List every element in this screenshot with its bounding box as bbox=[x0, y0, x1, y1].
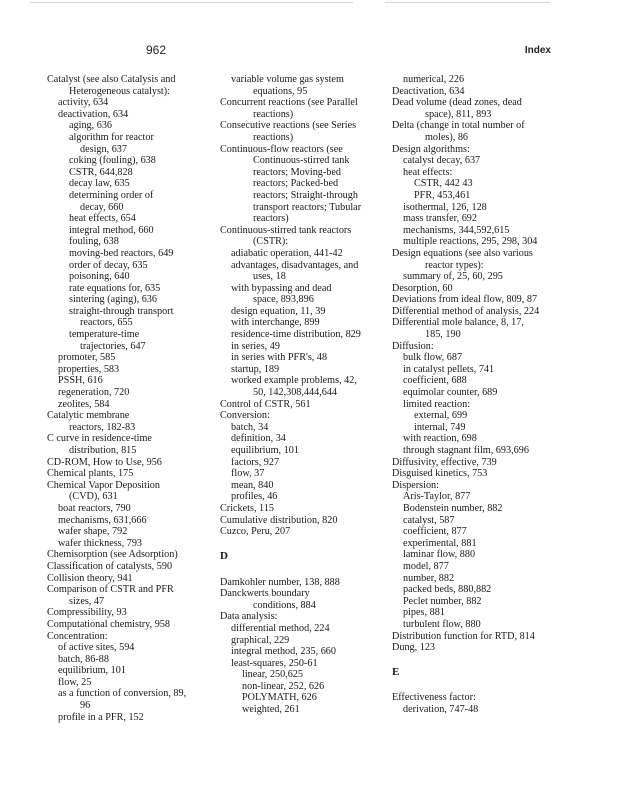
index-subentry: Heterogeneous catalyst): bbox=[69, 85, 170, 97]
index-subentry: heat effects: bbox=[403, 166, 453, 178]
index-subentry: equilibrium, 101 bbox=[58, 665, 126, 677]
index-subentry: properties, 583 bbox=[58, 363, 120, 375]
index-subentry: temperature-time bbox=[69, 329, 140, 341]
index-subentry: reactors) bbox=[253, 213, 289, 225]
index-subentry: startup, 189 bbox=[231, 363, 280, 375]
index-subentry: aging, 636 bbox=[69, 120, 113, 132]
index-subentry: equations, 95 bbox=[253, 85, 308, 97]
index-subentry: deactivation, 634 bbox=[58, 108, 129, 120]
index-entry: Design algorithms: bbox=[392, 143, 470, 155]
index-subentry: equimolar counter, 689 bbox=[403, 387, 498, 399]
index-entry: Comparison of CSTR and PFR bbox=[47, 584, 174, 596]
section-title: Index bbox=[524, 45, 551, 56]
index-subentry: heat effects, 654 bbox=[69, 213, 136, 225]
index-subentry: trajectories, 647 bbox=[80, 340, 146, 352]
index-subentry: zeolites, 584 bbox=[58, 398, 110, 410]
index-subentry: packed beds, 880,882 bbox=[403, 584, 492, 596]
index-subentry: catalyst decay, 637 bbox=[403, 155, 481, 167]
index-subentry: experimental, 881 bbox=[403, 537, 477, 549]
index-subentry: decay, 660 bbox=[80, 201, 124, 213]
index-subentry: POLYMATH, 626 bbox=[242, 692, 317, 704]
index-entry: Concurrent reactions (see Parallel bbox=[220, 97, 358, 109]
index-entry: Diffusion: bbox=[392, 340, 434, 352]
index-subentry: conditions, 884 bbox=[253, 599, 316, 611]
index-subentry: coefficient, 877 bbox=[403, 526, 467, 538]
top-rule-left bbox=[30, 2, 353, 3]
index-subentry: reactors; Packed-bed bbox=[253, 178, 339, 190]
index-subentry: bulk flow, 687 bbox=[403, 352, 463, 364]
index-subentry: definition, 34 bbox=[231, 433, 286, 445]
index-subentry: in series with PFR's, 48 bbox=[231, 352, 328, 364]
index-entry: Differential method of analysis, 224 bbox=[392, 305, 540, 317]
index-subentry: graphical, 229 bbox=[231, 634, 290, 646]
index-entry: Distribution function for RTD, 814 bbox=[392, 630, 535, 642]
index-subentry: with reaction, 698 bbox=[403, 433, 477, 445]
index-subentry: external, 699 bbox=[414, 410, 468, 422]
index-subentry: isothermal, 126, 128 bbox=[403, 201, 487, 213]
index-subentry: reactions) bbox=[253, 131, 294, 143]
index-entry: Chemical plants, 175 bbox=[47, 468, 134, 480]
index-entry: Delta (change in total number of bbox=[392, 120, 525, 132]
index-entry: Conversion: bbox=[220, 410, 270, 422]
index-subentry: flow, 25 bbox=[58, 676, 92, 688]
index-subentry: profiles, 46 bbox=[231, 491, 278, 503]
index-subentry: algorithm for reactor bbox=[69, 131, 154, 143]
index-subentry: Bodenstein number, 882 bbox=[403, 502, 503, 514]
index-entry: Desorption, 60 bbox=[392, 282, 453, 294]
index-entry: Dung, 123 bbox=[392, 642, 436, 654]
index-subentry: number, 882 bbox=[403, 572, 455, 584]
index-subentry: 50, 142,308,444,644 bbox=[253, 387, 338, 399]
index-entry: Dead volume (dead zones, dead bbox=[392, 97, 522, 109]
index-subentry: advantages, disadvantages, and bbox=[231, 259, 359, 271]
index-entry: Catalytic membrane bbox=[47, 410, 130, 422]
index-subentry: mass transfer, 692 bbox=[403, 213, 477, 225]
index-subentry: equilibrium, 101 bbox=[231, 445, 299, 456]
index-subentry: numerical, 226 bbox=[403, 74, 465, 85]
index-subentry: space, 893,896 bbox=[253, 294, 314, 306]
spacer bbox=[392, 681, 539, 693]
index-subentry: moles), 86 bbox=[425, 131, 469, 143]
index-subentry: multiple reactions, 295, 298, 304 bbox=[403, 236, 538, 248]
index-subentry: weighted, 261 bbox=[242, 704, 300, 716]
index-subentry: of active sites, 594 bbox=[58, 642, 135, 654]
index-entry: Control of CSTR, 561 bbox=[220, 398, 311, 410]
index-subentry: least-squares, 250-61 bbox=[231, 657, 318, 669]
index-subentry: straight-through transport bbox=[69, 305, 174, 317]
index-subentry: non-linear, 252, 626 bbox=[242, 680, 325, 692]
index-subentry: wafer shape, 792 bbox=[58, 526, 128, 538]
index-subentry: catalyst, 587 bbox=[403, 514, 455, 526]
index-subentry: CSTR, 442 43 bbox=[414, 178, 473, 190]
index-subentry: pipes, 881 bbox=[403, 607, 445, 619]
index-entry: Concentration: bbox=[47, 630, 108, 642]
index-subentry: (CSTR): bbox=[253, 236, 289, 248]
index-column-1 bbox=[47, 74, 186, 723]
top-rule-right bbox=[385, 2, 550, 3]
index-subentry: boat reactors, 790 bbox=[58, 502, 131, 514]
index-subentry: variable volume gas system bbox=[231, 74, 344, 85]
index-subentry: sizes, 47 bbox=[69, 595, 105, 607]
index-subentry: rate equations for, 635 bbox=[69, 282, 161, 294]
index-subentry: summary of, 25, 60, 295 bbox=[403, 271, 503, 283]
index-subentry: reactions) bbox=[253, 108, 294, 120]
index-subentry: design, 637 bbox=[80, 143, 127, 155]
index-subentry: distribution, 815 bbox=[69, 445, 137, 456]
index-subentry: 96 bbox=[80, 700, 91, 712]
index-entry: Effectiveness factor: bbox=[392, 692, 476, 704]
page-number: 962 bbox=[146, 43, 167, 57]
index-subentry: integral method, 235, 660 bbox=[231, 646, 336, 658]
index-subentry: integral method, 660 bbox=[69, 224, 154, 236]
index-entry: C curve in residence-time bbox=[47, 433, 152, 445]
index-entry: CD-ROM, How to Use, 956 bbox=[47, 456, 162, 468]
index-subentry: Aris-Taylor, 877 bbox=[403, 491, 471, 503]
index-entry: Diffusivity, effective, 739 bbox=[392, 456, 497, 468]
index-subentry: Continuous-stirred tank bbox=[253, 155, 350, 167]
index-entry: Design equations (see also various bbox=[392, 247, 533, 259]
index-subentry: Peclet number, 882 bbox=[403, 595, 482, 607]
index-subentry: factors, 927 bbox=[231, 456, 280, 468]
index-subentry: with interchange, 899 bbox=[231, 317, 320, 329]
index-subentry: linear, 250,625 bbox=[242, 669, 303, 681]
index-entry: Compressibility, 93 bbox=[47, 607, 127, 619]
index-entry: Collision theory, 941 bbox=[47, 572, 133, 584]
index-section-letter: E bbox=[392, 666, 400, 679]
index-subentry: reactors; Straight-through bbox=[253, 189, 358, 201]
index-subentry: limited reaction: bbox=[403, 398, 471, 410]
index-subentry: in catalyst pellets, 741 bbox=[403, 363, 495, 375]
index-entry: Deviations from ideal flow, 809, 87 bbox=[392, 294, 538, 306]
index-subentry: turbulent flow, 880 bbox=[403, 618, 481, 630]
index-subentry: uses, 18 bbox=[253, 271, 286, 283]
index-entry: Consecutive reactions (see Series bbox=[220, 120, 357, 132]
index-entry: Continuous-stirred tank reactors bbox=[220, 224, 352, 236]
index-subentry: PFR, 453,461 bbox=[414, 189, 471, 201]
index-subentry: coking (fouling), 638 bbox=[69, 155, 156, 167]
index-subentry: decay law, 635 bbox=[69, 178, 130, 190]
index-subentry: batch, 34 bbox=[231, 421, 269, 433]
index-subentry: batch, 86-88 bbox=[58, 653, 109, 665]
index-entry: Disguised kinetics, 753 bbox=[392, 468, 488, 480]
index-subentry: internal, 749 bbox=[414, 421, 466, 433]
index-subentry: transport reactors; Tubular bbox=[253, 201, 362, 213]
index-subentry: wafer thickness, 793 bbox=[58, 537, 143, 549]
index-section-letter: D bbox=[220, 550, 228, 563]
index-entry: Damkohler number, 138, 888 bbox=[220, 576, 340, 588]
index-subentry: regeneration, 720 bbox=[58, 387, 130, 399]
index-subentry: model, 877 bbox=[403, 560, 449, 572]
index-column-3 bbox=[392, 74, 539, 716]
index-subentry: in series, 49 bbox=[231, 340, 280, 352]
index-subentry: PSSH, 616 bbox=[58, 375, 103, 387]
index-subentry: mechanisms, 344,592,615 bbox=[403, 224, 510, 236]
index-entry: Crickets, 115 bbox=[220, 502, 274, 514]
index-entry: Continuous-flow reactors (see bbox=[220, 143, 343, 155]
index-entry: Danckwerts boundary bbox=[220, 588, 310, 600]
spacer bbox=[220, 565, 361, 577]
index-subentry: reactors; Moving-bed bbox=[253, 166, 341, 178]
index-subentry: laminar flow, 880 bbox=[403, 549, 476, 561]
index-subentry: profile in a PFR, 152 bbox=[58, 711, 144, 723]
index-subentry: space), 811, 893 bbox=[425, 108, 492, 120]
index-entry: Computational chemistry, 958 bbox=[47, 618, 170, 630]
index-entry: Classification of catalysts, 590 bbox=[47, 560, 173, 572]
index-subentry: mechanisms, 631,666 bbox=[58, 514, 147, 526]
index-subentry: determining order of bbox=[69, 189, 154, 201]
index-subentry: derivation, 747-48 bbox=[403, 704, 479, 716]
index-entry: Deactivation, 634 bbox=[392, 85, 465, 97]
index-subentry: flow, 37 bbox=[231, 468, 265, 480]
index-subentry: differential method, 224 bbox=[231, 622, 330, 634]
index-entry: Chemisorption (see Adsorption) bbox=[47, 549, 178, 561]
spacer bbox=[392, 654, 539, 666]
index-subentry: residence-time distribution, 829 bbox=[231, 329, 361, 341]
index-entry: Cumulative distribution, 820 bbox=[220, 514, 338, 526]
index-subentry: reactors, 655 bbox=[80, 317, 133, 329]
index-subentry: worked example problems, 42, bbox=[231, 375, 357, 387]
spacer bbox=[220, 538, 361, 550]
index-subentry: poisoning, 640 bbox=[69, 271, 130, 283]
index-subentry: through stagnant film, 693,696 bbox=[403, 445, 529, 456]
index-subentry: as a function of conversion, 89, bbox=[58, 688, 187, 700]
index-subentry: reactors, 182-83 bbox=[69, 421, 136, 433]
index-subentry: activity, 634 bbox=[58, 97, 109, 109]
index-subentry: fouling, 638 bbox=[69, 236, 119, 248]
index-column-2 bbox=[220, 74, 361, 716]
index-subentry: reactor types): bbox=[425, 259, 484, 271]
index-entry: Cuzco, Peru, 207 bbox=[220, 526, 291, 538]
index-subentry: (CVD), 631 bbox=[69, 491, 118, 503]
index-entry: Differential mole balance, 8, 17, bbox=[392, 317, 524, 329]
index-subentry: design equation, 11, 39 bbox=[231, 305, 326, 317]
index-subentry: promoter, 585 bbox=[58, 352, 116, 364]
index-subentry: mean, 840 bbox=[231, 479, 274, 491]
index-subentry: adiabatic operation, 441-42 bbox=[231, 247, 343, 259]
index-entry: Chemical Vapor Deposition bbox=[47, 479, 160, 491]
index-subentry: sintering (aging), 636 bbox=[69, 294, 157, 306]
index-subentry: 185, 190 bbox=[425, 329, 461, 341]
index-subentry: with bypassing and dead bbox=[231, 282, 332, 294]
index-subentry: CSTR, 644,828 bbox=[69, 166, 133, 178]
index-subentry: coefficient, 688 bbox=[403, 375, 467, 387]
index-entry: Data analysis: bbox=[220, 611, 278, 623]
index-subentry: order of decay, 635 bbox=[69, 259, 148, 271]
index-entry: Catalyst (see also Catalysis and bbox=[47, 74, 176, 85]
index-entry: Dispersion: bbox=[392, 479, 439, 491]
index-subentry: moving-bed reactors, 649 bbox=[69, 247, 174, 259]
